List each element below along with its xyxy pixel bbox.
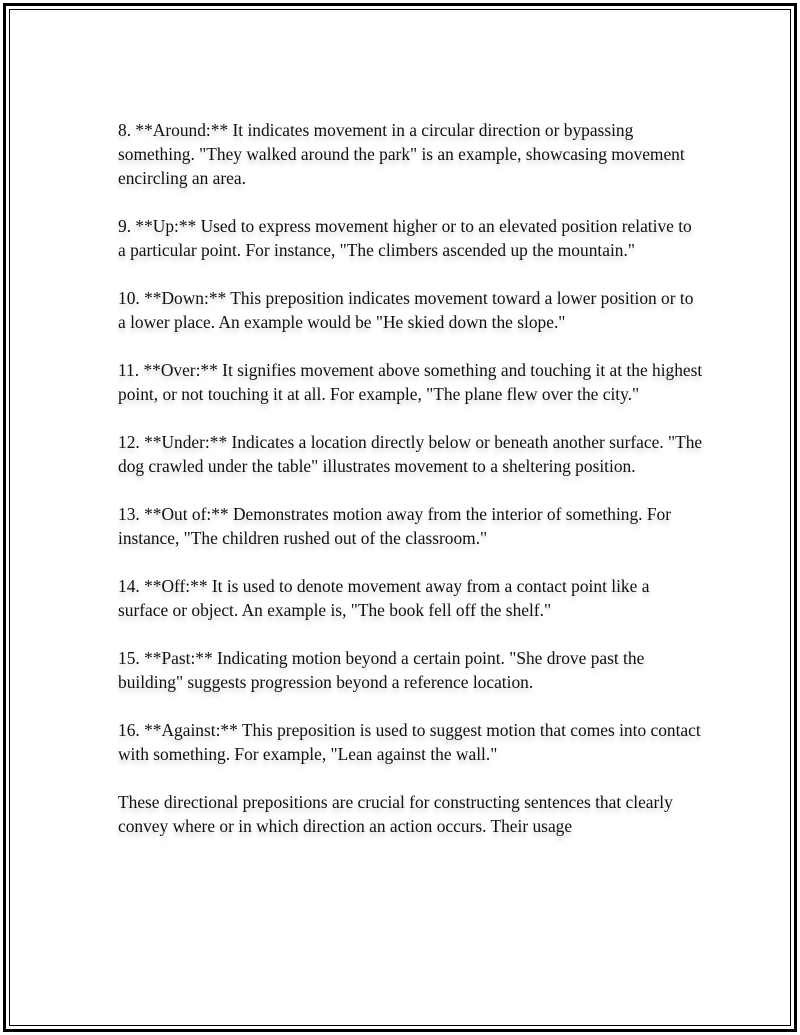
paragraph-off: 14. **Off:** It is used to denote movement away from a contact point like a surface or object. An example is, "The book fell off the shelf." <box>118 576 650 620</box>
paragraph-over: 11. **Over:** It signifies movement above something and touching it at the highest point, or not touching it at all. For example, "The plane flew over the city." <box>118 360 703 404</box>
paragraph-around: 8. **Around:** It indicates movement in a circular direction or bypassing something. "They walked around the park" is an example, showcasing movement encircling an area. <box>118 120 685 188</box>
paragraph-past: 15. **Past:** Indicating motion beyond a certain point. "She drove past the building" suggests progression beyond a reference location. <box>118 648 645 692</box>
paragraph-under: 12. **Under:** Indicates a location directly below or beneath another surface. "The dog crawled under the table" illustrates movement to a sheltering position. <box>118 432 703 476</box>
paragraph-out-of: 13. **Out of:** Demonstrates motion away from the interior of something. For instance, "The children rushed out of the classroom." <box>118 504 672 548</box>
paragraph-against: 16. **Against:** This preposition is used to suggest motion that comes into contact with something. For example, "Lean against the wall." <box>118 720 701 764</box>
paragraph-up: 9. **Up:** Used to express movement higher or to an elevated position relative to a particular point. For instance, "The climbers ascended up the mountain." <box>118 216 692 260</box>
document-body <box>118 118 703 862</box>
paragraph-conclusion: These directional prepositions are crucial for constructing sentences that clearly convey where or in which direction an action occurs. Their usage <box>118 792 673 836</box>
paragraph-down: 10. **Down:** This preposition indicates movement toward a lower position or to a lower place. An example would be "He skied down the slope." <box>118 288 694 332</box>
